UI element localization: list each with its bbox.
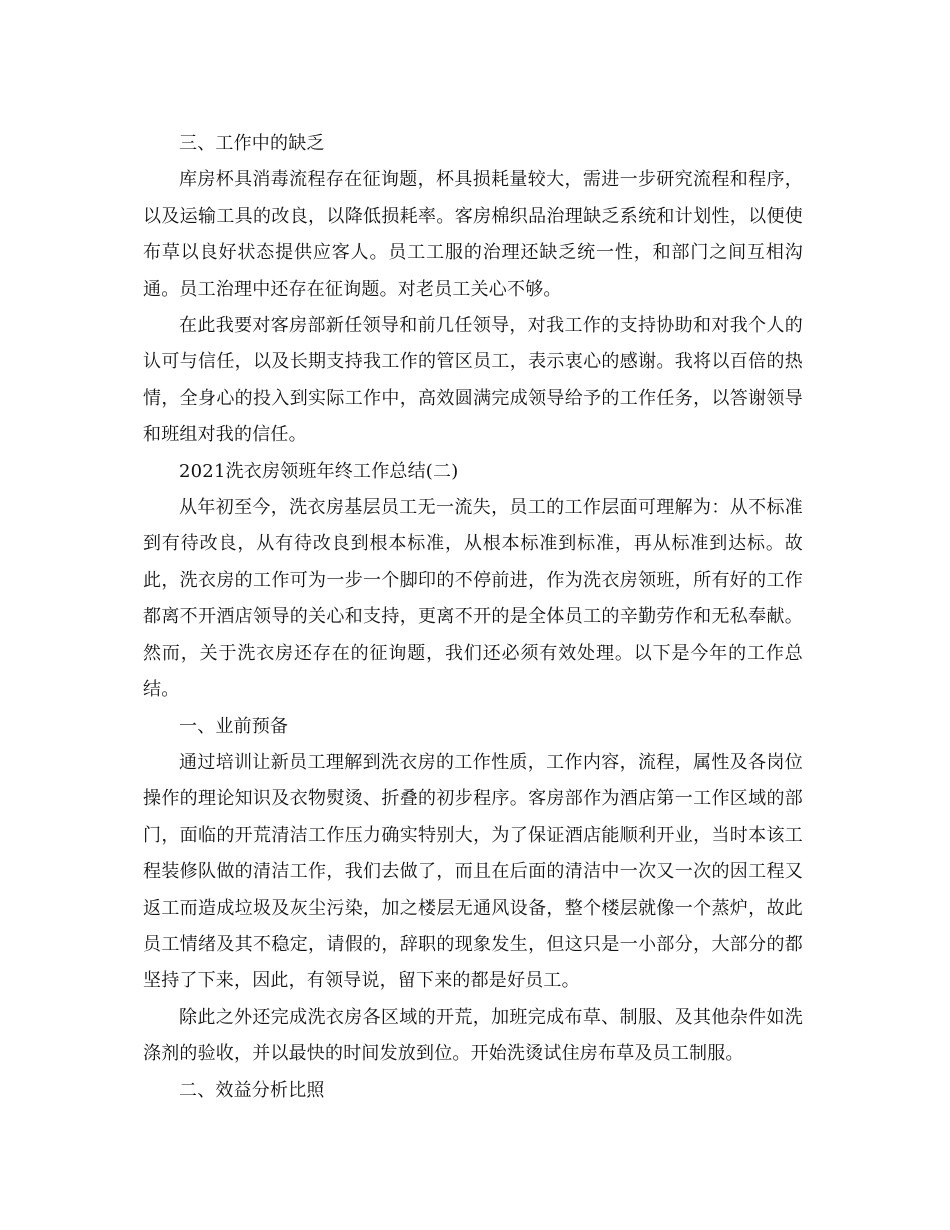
section-heading-shortcomings: 三、工作中的缺乏 [179, 133, 325, 154]
paragraph-thanks: 在此我要对客房部新任领导和前几任领导，对我工作的支持协助和对我个人的认可与信任，以及长期支持我工作的管区员工，表示衷心的感谢。我将以百倍的热情，全身心的投入到实际工作中，高效圆满完成领导给予的工作任务，以答谢领导和班组对我的信任。 [143, 315, 803, 446]
section-heading-benefit-analysis: 二、效益分析比照 [179, 1079, 325, 1101]
paragraph-summary-intro: 从年初至今，洗衣房基层员工无一流失，员工的工作层面可理解为：从不标准到有待改良，从有待改良到根本标准，从根本标准到标准，再从标准到达标。故此，洗衣房的工作可为一步一个脚印的不停前进，作为洗衣房领班，所有好的工作都离不开酒店领导的关心和支持，更离不开的是全体员工的辛勤劳作和无私奉献。然而，关于洗衣房还存在的征询题，我们还必须有效处理。以下是今年的工作总结。 [143, 497, 803, 701]
paragraph-additional-work: 除此之外还完成洗衣房各区域的开荒，加班完成布草、制服、及其他杂件如洗涤剂的验收，并以最快的时间发放到位。开始洗烫试住房布草及员工制服。 [143, 1006, 803, 1065]
section-heading-preparation: 一、业前预备 [179, 715, 289, 737]
paragraph-training: 通过培训让新员工理解到洗衣房的工作性质，工作内容，流程，属性及各岗位操作的理论知识及衣物熨烫、折叠的初步程序。客房部作为酒店第一工作区域的部门，面临的开荒清洁工作压力确实特别大，为了保证酒店能顺利开业，当时本该工程装修队做的清洁工作，我们去做了，而且在后面的清洁中一次又一次的因工程又返工而造成垃圾及灰尘污染，加之楼层无通风设备，整个楼层就像一个蒸炉，故此员工情绪及其不稳定，请假的，辞职的现象发生，但这只是一小部分，大部分的都坚持了下来，因此，有领导说，留下来的都是好员工。 [143, 751, 803, 992]
section-heading-summary-two: 2021洗衣房领班年终工作总结(二) [179, 460, 459, 482]
paragraph-shortcomings: 库房杯具消毒流程存在征询题，杯具损耗量较大，需进一步研究流程和程序，以及运输工具的改良，以降低损耗率。客房棉织品治理缺乏系统和计划性，以便使布草以良好状态提供应客人。员工工服的治理还缺乏统一性，和部门之间互相沟通。员工治理中还存在征询题。对老员工关心不够。 [143, 169, 803, 300]
document-body [143, 126, 803, 1109]
